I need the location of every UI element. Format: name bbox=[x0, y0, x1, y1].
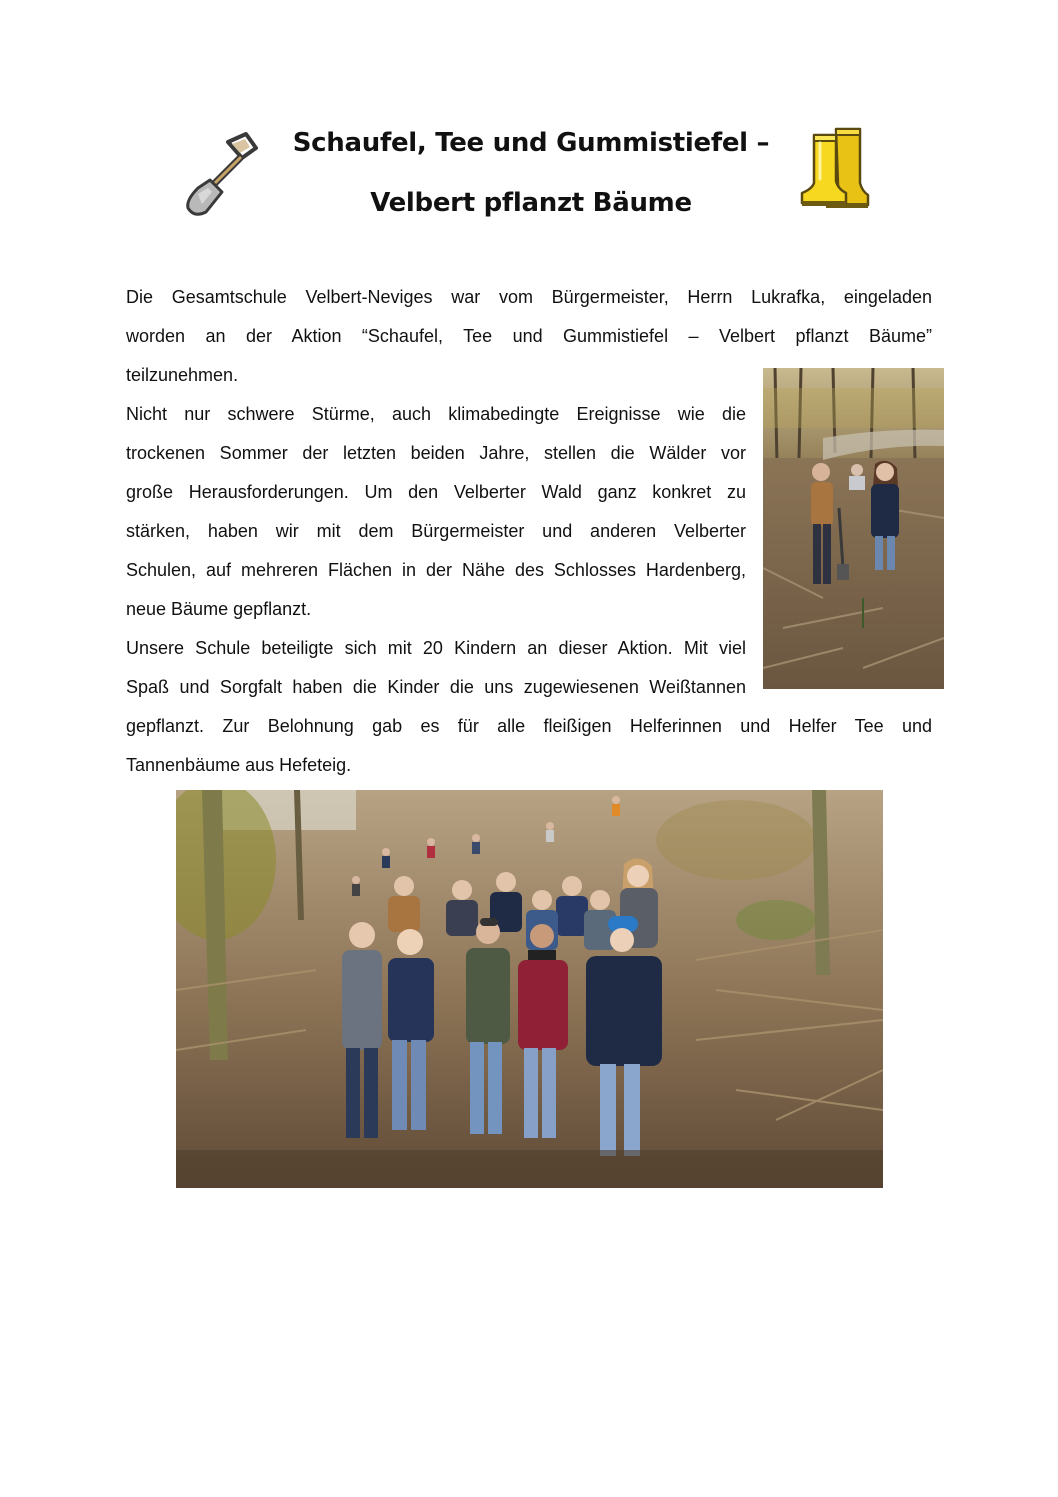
article-paragraph-intro bbox=[126, 278, 932, 356]
text-line: trockenen Sommer der letzten beiden Jahre, stellen die Wälder vor bbox=[126, 443, 746, 463]
yellow-rubber-boots-icon bbox=[796, 125, 872, 211]
title-line-2: Velbert pflanzt Bäume bbox=[370, 188, 692, 218]
text-line: gepflanzt. Zur Belohnung gab es für alle fleißigen Helferinnen und Helfer Tee und bbox=[126, 716, 932, 736]
text-line: Tannenbäume aus Hefeteig. bbox=[126, 755, 352, 775]
text-line: teilzunehmen. bbox=[126, 365, 239, 385]
text-line: stärken, haben wir mit dem Bürgermeister und anderen Velberter bbox=[126, 521, 746, 541]
text-line: worden an der Aktion “Schaufel, Tee und Gummistiefel – Velbert pflanzt Bäume” bbox=[126, 326, 932, 346]
title-line-1: Schaufel, Tee und Gummistiefel – bbox=[292, 128, 770, 158]
photo-group-of-students bbox=[176, 790, 883, 1188]
text-line: Spaß und Sorgfalt haben die Kinder die uns zugewiesenen Weißtannen bbox=[126, 677, 746, 697]
article-paragraph-closing bbox=[126, 707, 932, 785]
photo-children-planting bbox=[763, 368, 944, 689]
text-line: Schulen, auf mehreren Flächen in der Nähe des Schlosses Hardenberg, bbox=[126, 560, 746, 580]
text-line: große Herausforderungen. Um den Velberter Wald ganz konkret zu bbox=[126, 482, 746, 502]
text-line: neue Bäume gepflanzt. bbox=[126, 599, 312, 619]
text-line: Die Gesamtschule Velbert-Neviges war vom Bürgermeister, Herrn Lukrafka, eingeladen bbox=[126, 287, 932, 307]
article-paragraph-wrapped bbox=[126, 356, 746, 707]
text-line: Nicht nur schwere Stürme, auch klimabedingte Ereignisse wie die bbox=[126, 404, 746, 424]
text-line: Unsere Schule beteiligte sich mit 20 Kindern an dieser Aktion. Mit viel bbox=[126, 638, 746, 658]
